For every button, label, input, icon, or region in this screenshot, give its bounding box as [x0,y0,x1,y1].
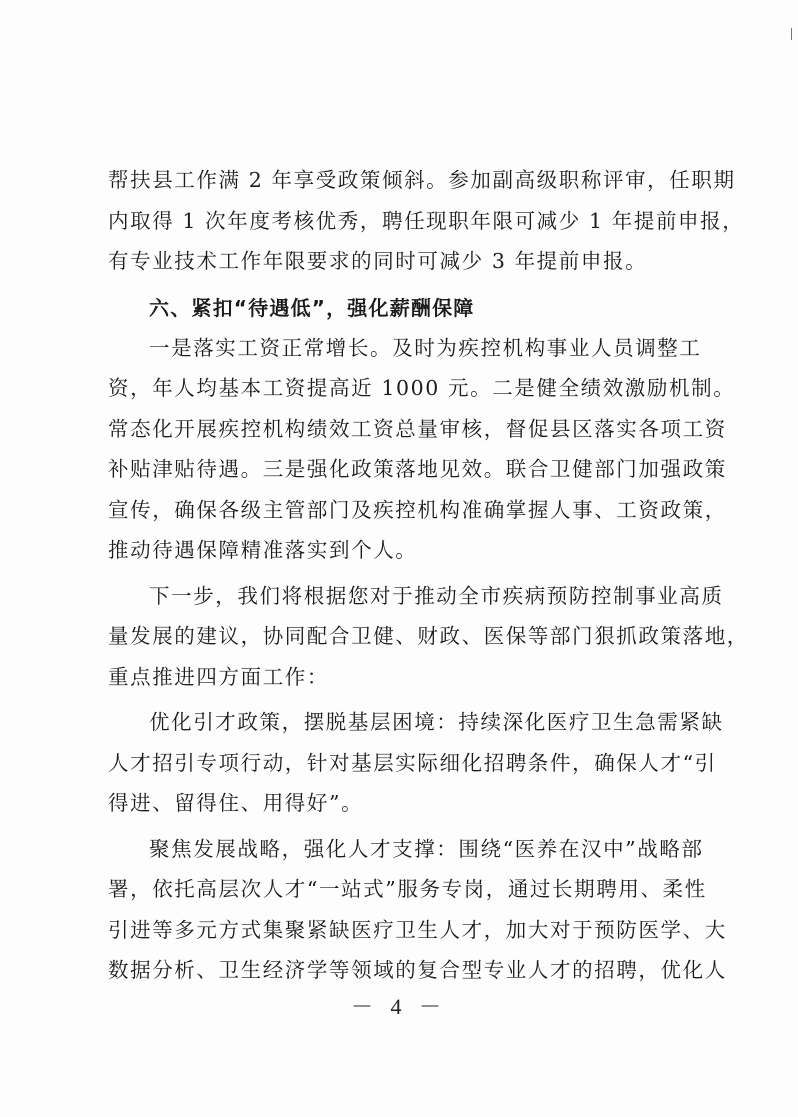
text-line: 补贴津贴待遇。三是强化政策落地见效。联合卫健部门加强政策 [108,457,727,481]
text-line: 一是落实工资正常增长。及时为疾控机构事业人员调整工 [149,335,702,360]
paragraph-talent-policy [108,702,724,824]
text-line: 引进等多元方式集聚紧缺医疗卫生人才，加大对于预防医学、大 [108,917,727,942]
paragraph-continuation [108,160,745,282]
text-line: 内取得 1 次年度考核优秀，聘任现职年限可减少 1 年提前申报， [108,208,745,233]
paragraph-next-step [108,576,749,698]
document-body [108,160,749,991]
text-line: 署，依托高层次人才“一站式”服务专岗，通过长期聘用、柔性 [108,877,707,901]
section-heading-6: 六、紧扣“待遇低”，强化薪酬保障 [149,295,475,320]
text-line: 人才招引专项行动，针对基层实际细化招聘条件，确保人才“引 [108,750,717,775]
text-line: 优化引才政策，摆脱基层困境：持续深化医疗卫生急需紧缺 [149,710,724,734]
text-line: 资，年人均基本工资提高近 1000 元。二是健全绩效激励机制。 [108,376,736,400]
text-line: 推动待遇保障精准落实到个人。 [108,538,418,562]
paragraph-salary-guarantee [108,328,736,571]
text-line: 量发展的建议，协同配合卫健、财政、医保等部门狠抓政策落地， [108,624,749,648]
text-line: 重点推进四方面工作： [108,664,329,689]
scan-edge-mark [791,28,792,40]
text-line: 下一步，我们将根据您对于推动全市疾病预防控制事业高质 [149,583,724,608]
text-line: 得进、留得住、用得好”。 [108,791,364,815]
paragraph-development-strategy [108,829,727,991]
text-line: 帮扶县工作满 2 年享受政策倾斜。参加副高级职称评审，任职期 [108,168,736,192]
text-line: 宣传，确保各级主管部门及疾控机构准确掌握人事、工资政策， [108,497,727,522]
text-line: 聚焦发展战略，强化人才支撑：围绕“医养在汉中”战略部 [149,836,704,861]
text-line: 数据分析、卫生经济学等领域的复合型专业人才的招聘，优化人 [108,958,727,982]
page-number: － 4 － [350,994,447,1019]
text-line: 有专业技术工作年限要求的同时可减少 3 年提前申报。 [108,249,648,273]
text-line: 常态化开展疾控机构绩效工资总量审核，督促县区落实各项工资 [108,416,727,441]
